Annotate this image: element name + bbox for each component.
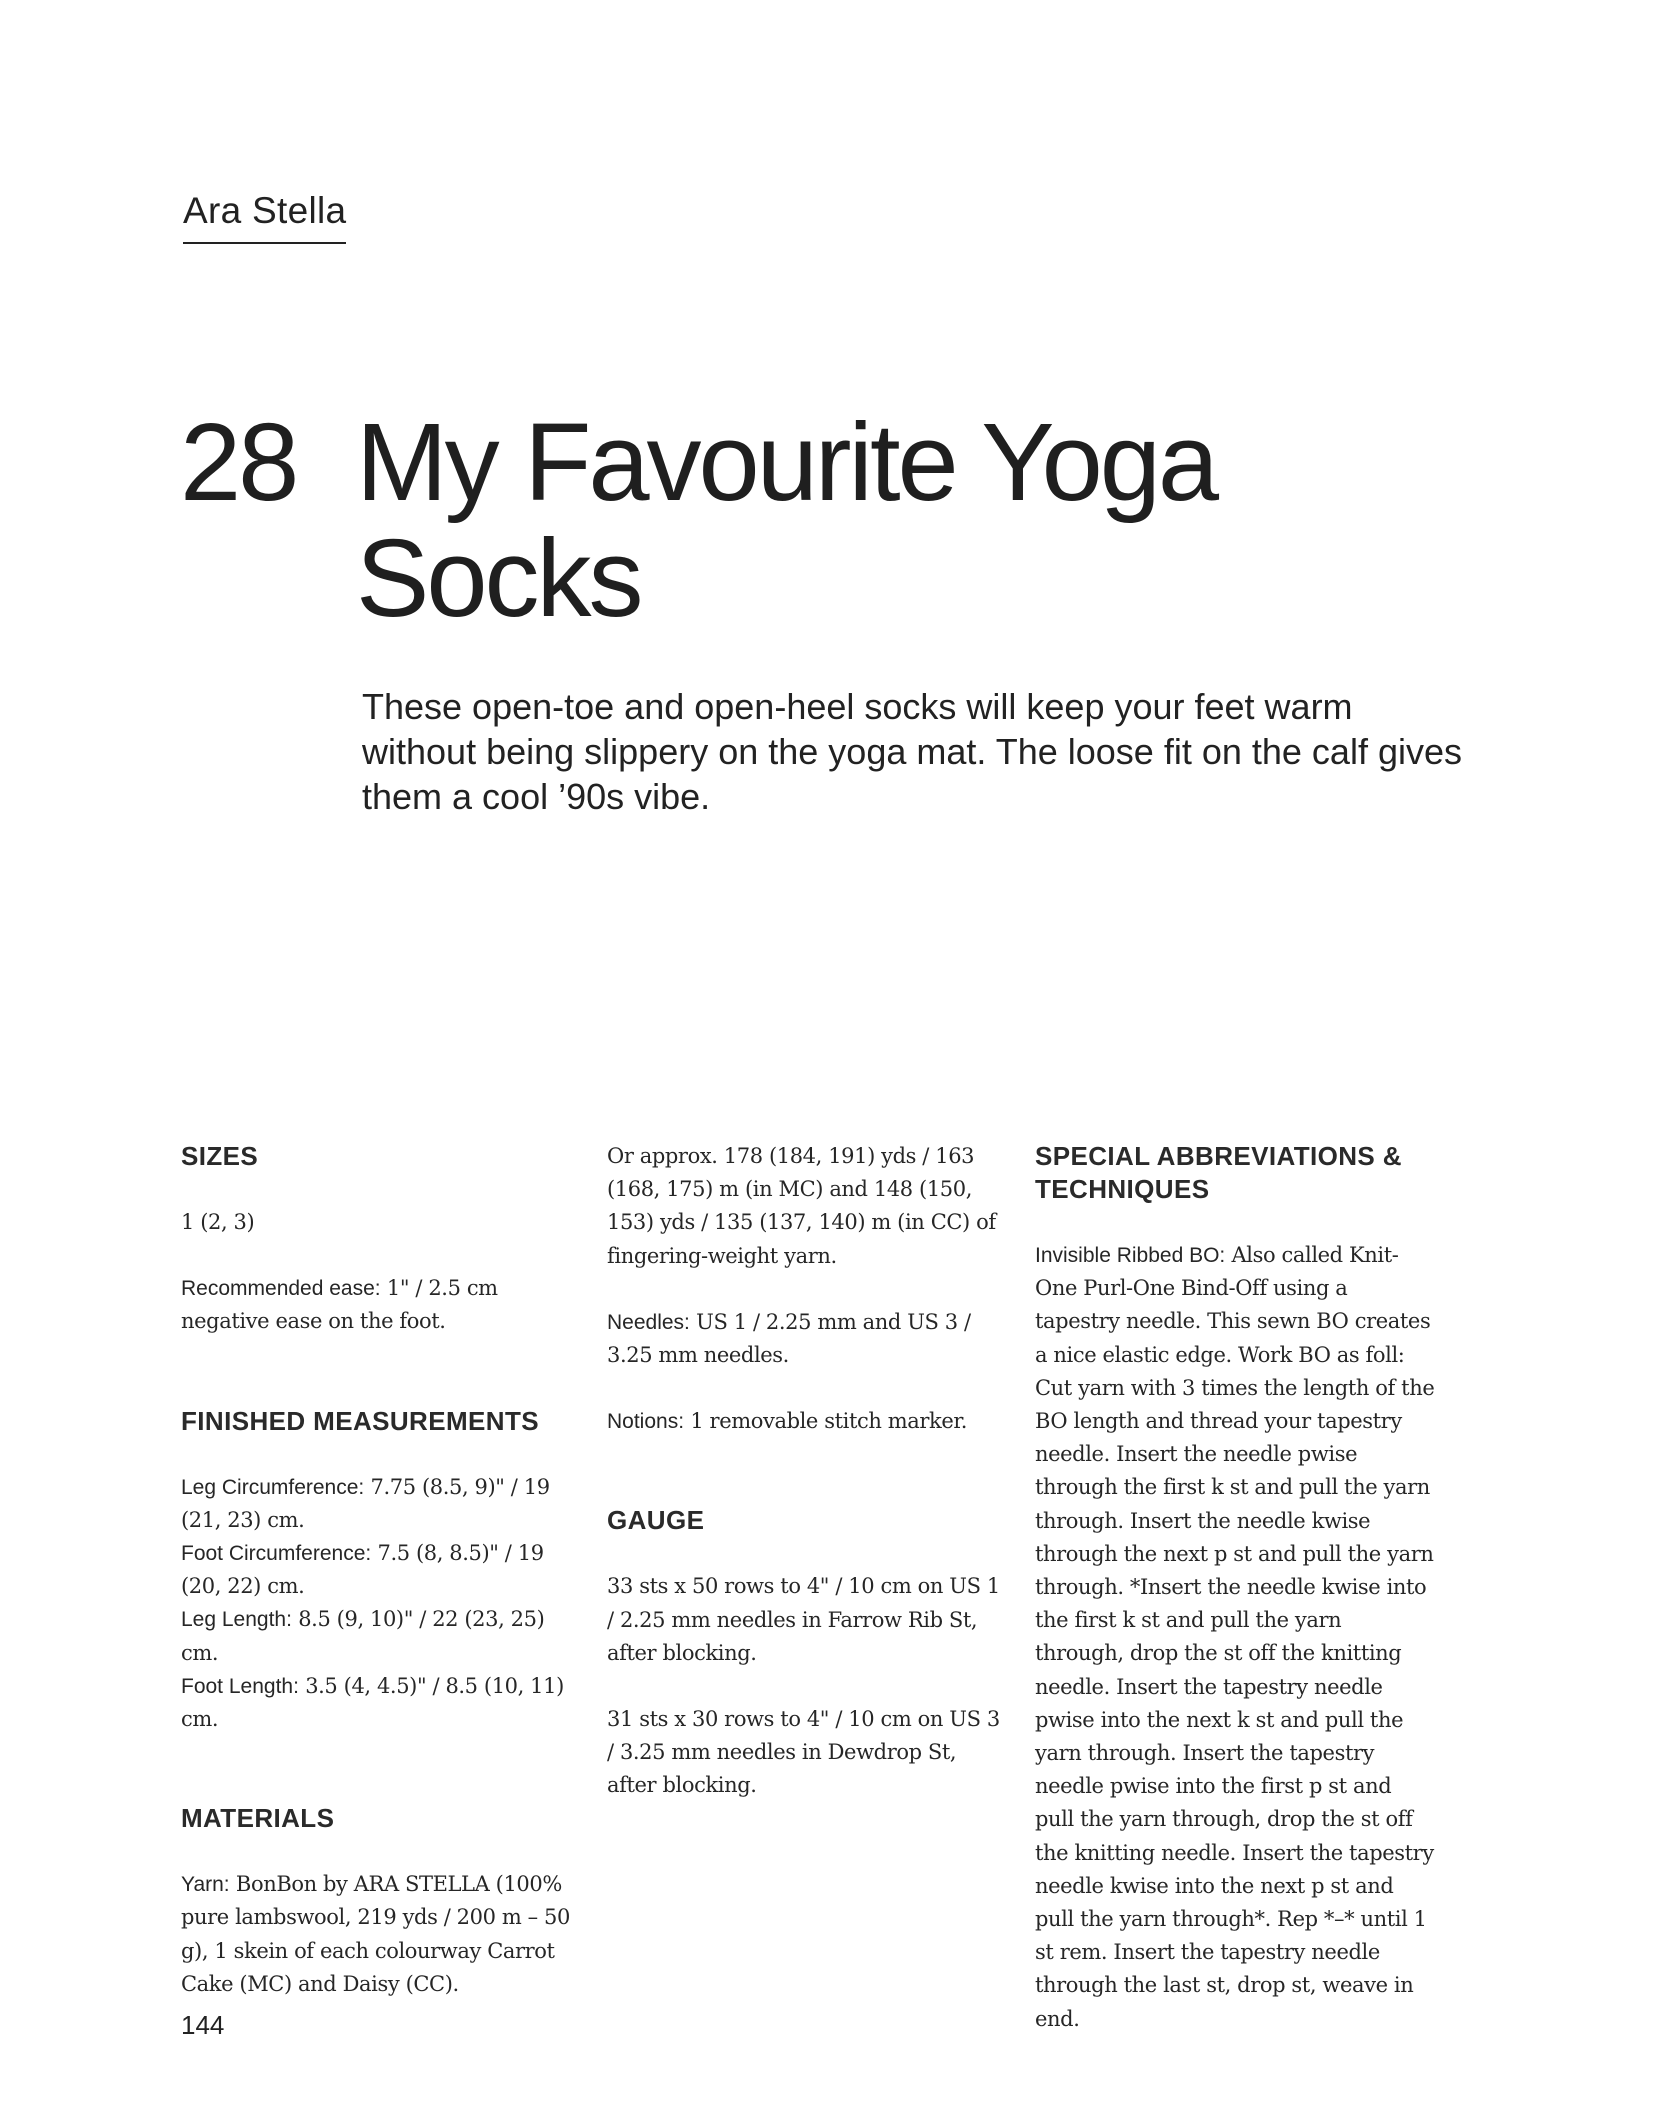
measurement-label: Leg Length:: [181, 1608, 292, 1632]
needles-value: US 1 / 2.25 mm and US 3 / 3.25 mm needles.: [607, 1309, 971, 1368]
special-abbreviations-heading: SPECIAL ABBREVIATIONS & TECHNIQUES: [1035, 1141, 1402, 1204]
yarn-label: Yarn:: [181, 1873, 230, 1897]
measurement-foot-circumference: [181, 1537, 581, 1603]
measurement-value: 7.75 (8.5, 9)" / 19 (21, 23) cm.: [181, 1474, 550, 1532]
needles-info: [607, 1306, 1007, 1372]
measurement-value: 3.5 (4, 4.5)" / 8.5 (10, 11) cm.: [181, 1673, 564, 1732]
recommended-ease: [181, 1272, 581, 1338]
measurement-label: Leg Circumference:: [181, 1475, 365, 1499]
sizes-value: 1 (2, 3): [181, 1210, 255, 1234]
measurement-label: Foot Circumference:: [181, 1542, 372, 1566]
designer-name: Ara Stella: [183, 190, 346, 244]
pattern-title-line-1: My Favourite Yoga: [356, 401, 1217, 524]
notions-value: 1 removable stitch marker.: [684, 1409, 967, 1434]
pattern-intro: These open-toe and open-heel socks will keep your feet warm without being slippery on the yoga mat. The loose fit on the calf gives them a cool ’90s vibe.: [362, 686, 1462, 817]
pattern-title-line-2: Socks: [356, 517, 641, 640]
technique-description: Also called Knit-One Purl-One Bind-Off using a tapestry needle. This sewn BO creates a nice elastic edge. Work BO as foll: Cut yarn with 3 times the length of the BO length and thread your tapestry needle. Insert the needle pwise through the first k st and pull the yarn through. Insert the needle kwise through the next p st and pull the yarn through. *Insert the needle kwise into the first k st and pull the yarn through, drop the st off the knitting needle. Insert the tapestry needle pwise into the next k st and pull the yarn through. Insert the tapestry needle pwise into the first p st and pull the yarn through, drop the st off the knitting needle. Insert the tapestry needle kwise into the next p st and pull the yarn through*. Rep *–* until 1 st rem. Insert the tapestry needle through the last st, drop st, weave in end.: [1035, 1243, 1435, 2031]
technique-label: Invisible Ribbed BO:: [1035, 1244, 1226, 1267]
measurement-value: 7.5 (8, 8.5)" / 19 (20, 22) cm.: [181, 1541, 544, 1599]
gauge-line-1: 33 sts x 50 rows to 4" / 10 cm on US 1 / 2.25 mm needles in Farrow Rib St, after blocking.: [607, 1574, 1000, 1665]
yarn-approx: Or approx. 178 (184, 191) yds / 163 (168, 175) m (in MC) and 148 (150, 153) yds / 135 (137, 140) m (in CC) of fingering-weight yarn.: [607, 1144, 996, 1268]
column-left: [181, 1140, 581, 2001]
measurement-label: Foot Length:: [181, 1674, 299, 1698]
gauge-heading: GAUGE: [607, 1505, 705, 1536]
materials-heading: MATERIALS: [181, 1803, 335, 1834]
measurement-value: 8.5 (9, 10)" / 22 (23, 25) cm.: [181, 1607, 545, 1665]
invisible-ribbed-bo: [1035, 1239, 1435, 2036]
measurement-leg-length: [181, 1603, 581, 1669]
column-middle: [607, 1140, 1007, 1803]
ease-label: Recommended ease:: [181, 1277, 381, 1301]
measurement-leg-circumference: [181, 1471, 581, 1537]
pattern-title: [356, 401, 1356, 640]
notions-label: Notions:: [607, 1410, 685, 1434]
ease-value: 1" / 2.5 cm negative ease on the foot.: [181, 1276, 498, 1334]
finished-measurements-heading: FINISHED MEASUREMENTS: [181, 1405, 539, 1436]
yarn-info: [181, 1868, 581, 2001]
needles-label: Needles:: [607, 1310, 690, 1334]
gauge-line-2: 31 sts x 30 rows to 4" / 10 cm on US 3 / 3.25 mm needles in Dewdrop St, after blocking.: [607, 1707, 1000, 1798]
sizes-heading: SIZES: [181, 1141, 259, 1171]
measurement-foot-length: [181, 1670, 581, 1736]
yarn-value: BonBon by ARA STELLA (100% pure lambswool, 219 yds / 200 m – 50 g), 1 skein of each colourway Carrot Cake (MC) and Daisy (CC).: [181, 1872, 570, 1996]
column-right: [1035, 1140, 1435, 2036]
notions-info: [607, 1405, 1007, 1438]
page-number: 144: [181, 2010, 225, 2040]
pattern-number: 28: [180, 401, 297, 524]
